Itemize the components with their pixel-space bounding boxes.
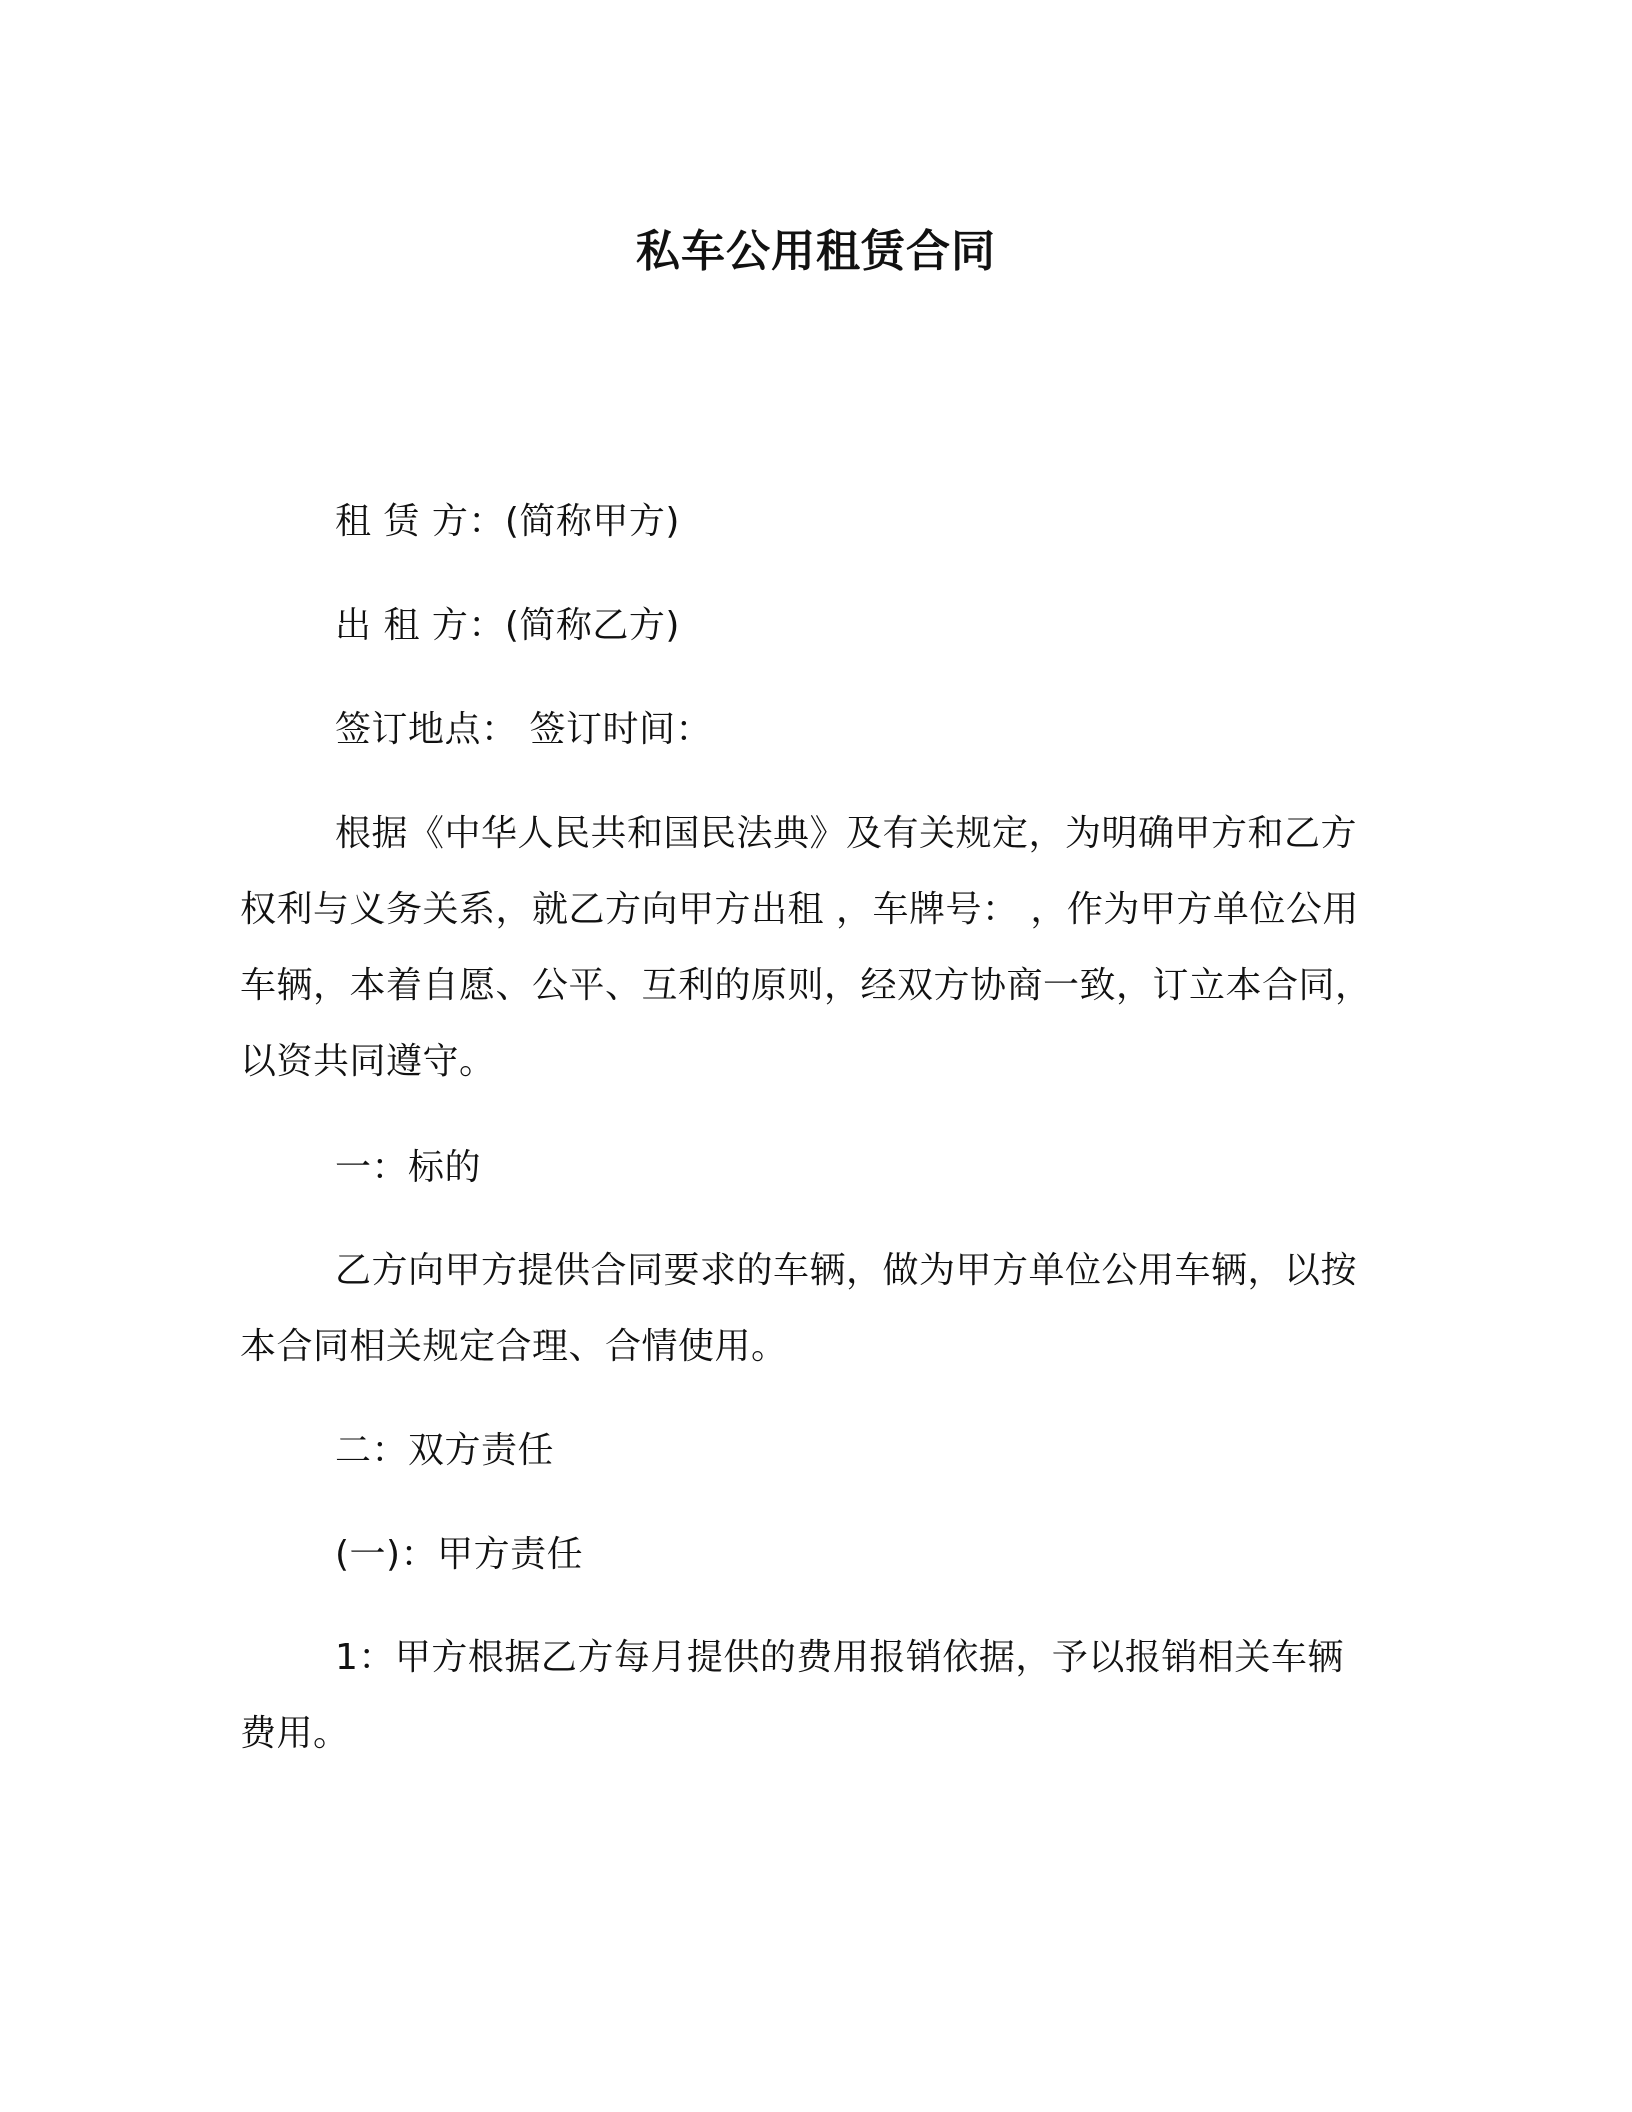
lessor-line: 出 租 方：(简称乙方) (335, 605, 680, 646)
document-title: 私车公用租赁合同 (636, 226, 996, 277)
section-2-heading: 二：双方责任 (335, 1430, 555, 1471)
section-2-sub-1-heading: (一)：甲方责任 (335, 1534, 584, 1575)
section-1-heading: 一：标的 (335, 1147, 482, 1188)
section-2-sub-1-item-1: 1：甲方根据乙方每月提供的费用报销依据，予以报销相关车辆费用。 (240, 1637, 1344, 1754)
preamble-paragraph: 根据《中华人民共和国民法典》及有关规定，为明确甲方和乙方权利与义务关系，就乙方向甲方出租 ，车牌号： ，作为甲方单位公用车辆，本着自愿、公平、互利的原则，经双方协商一致，订立本合同，以资共同遵守。 (240, 813, 1372, 1082)
section-1-paragraph: 乙方向甲方提供合同要求的车辆，做为甲方单位公用车辆，以按本合同相关规定合理、合情使用。 (240, 1250, 1358, 1367)
signing-place-time-line: 签订地点： 签订时间： (335, 709, 712, 750)
lessee-line: 租 赁 方：(简称甲方) (335, 501, 680, 542)
